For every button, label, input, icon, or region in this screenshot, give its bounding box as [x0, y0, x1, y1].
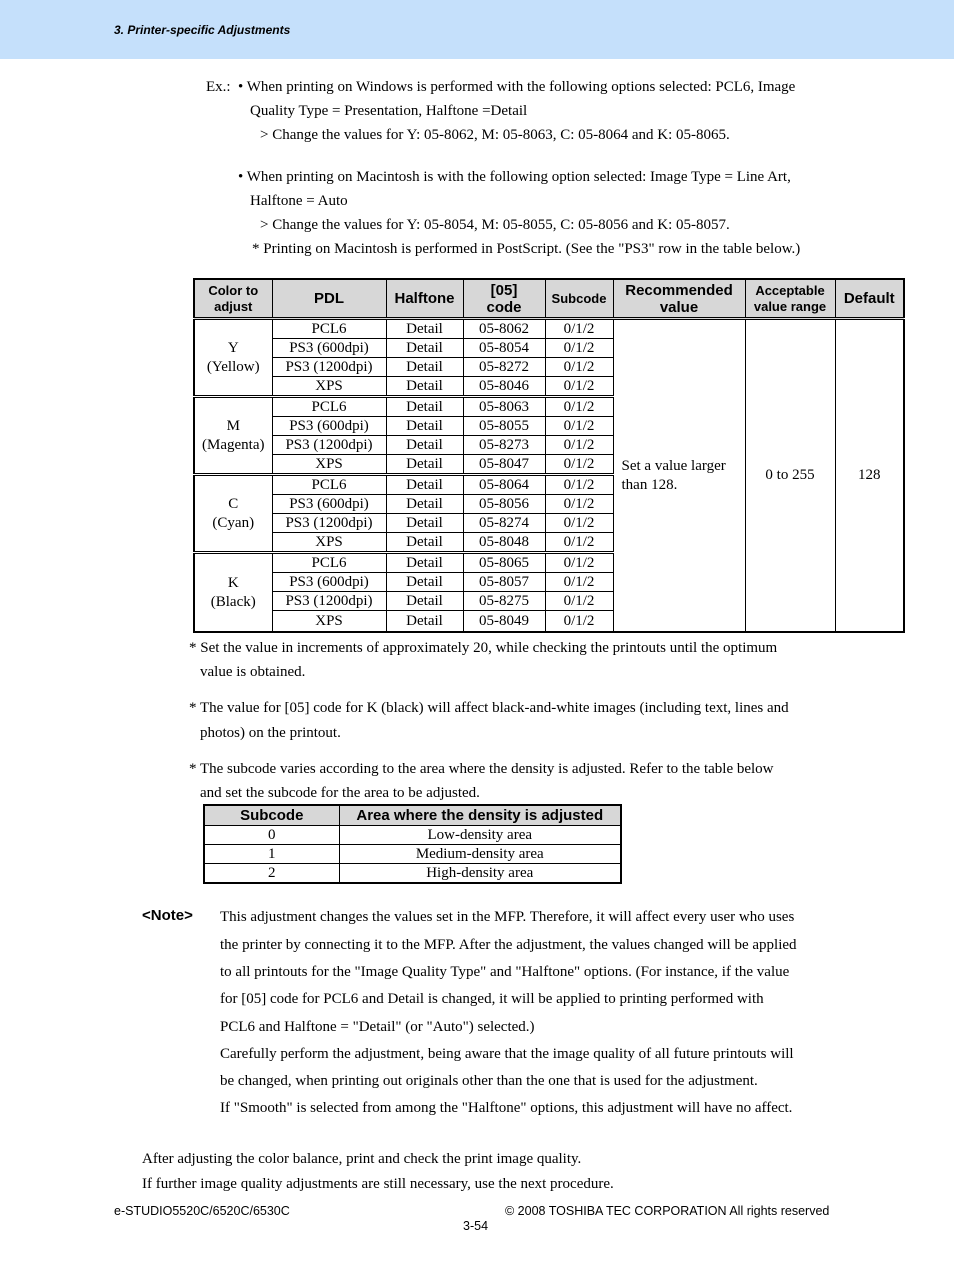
halftone-cell: Detail: [386, 592, 463, 611]
code-cell: 05-8065: [463, 553, 545, 573]
code-cell: 05-8048: [463, 533, 545, 553]
header-color: Color to adjust: [194, 279, 272, 319]
note-text-line: Carefully perform the adjustment, being aware that the image quality of all future printouts will: [220, 1046, 794, 1062]
halftone-cell: Detail: [386, 358, 463, 377]
halftone-cell: Detail: [386, 514, 463, 533]
header-pdl: PDL: [272, 279, 386, 319]
note-text-line: This adjustment changes the values set in the MFP. Therefore, it will affect every user who uses: [220, 909, 795, 925]
header-code: [05] code: [463, 279, 545, 319]
subcode-cell: 0/1/2: [545, 417, 613, 436]
header-range: Acceptable value range: [745, 279, 835, 319]
code-cell: 05-8275: [463, 592, 545, 611]
subcode-cell: 0/1/2: [545, 514, 613, 533]
header-recommended: Recommended value: [613, 279, 745, 319]
pdl-cell: PCL6: [272, 553, 386, 573]
code-cell: 05-8062: [463, 319, 545, 339]
example-1-line-1: • When printing on Windows is performed with the following options selected: PCL6, Image: [238, 79, 796, 95]
color-cell-cyan: C (Cyan): [194, 475, 272, 553]
halftone-cell: Detail: [386, 397, 463, 417]
halftone-cell: Detail: [386, 339, 463, 358]
pdl-cell: XPS: [272, 377, 386, 397]
closing-line-1: After adjusting the color balance, print and check the print image quality.: [142, 1151, 582, 1167]
code-cell: 05-8063: [463, 397, 545, 417]
note-1-line-2: value is obtained.: [200, 664, 306, 680]
note-text-line: to all printouts for the "Image Quality Type" and "Halftone" options. (For instance, if the value: [220, 964, 790, 980]
example-2-line-4: * Printing on Macintosh is performed in PostScript. (See the "PS3" row in the table below.): [252, 241, 801, 257]
code-cell: 05-8057: [463, 573, 545, 592]
subcode-cell: 0/1/2: [545, 339, 613, 358]
table-header-row: [194, 279, 904, 319]
pdl-cell: XPS: [272, 611, 386, 633]
code-cell: 05-8273: [463, 436, 545, 455]
color-cell-black: K (Black): [194, 553, 272, 633]
subcode-cell: 0/1/2: [545, 611, 613, 633]
code-cell: 05-8056: [463, 495, 545, 514]
note-text-line: the printer by connecting it to the MFP. After the adjustment, the values changed will be applied: [220, 937, 797, 953]
header-subcode: Subcode: [545, 279, 613, 319]
note-3-line-1: * The subcode varies according to the area where the density is adjusted. Refer to the table below: [189, 761, 774, 777]
code-cell: 05-8047: [463, 455, 545, 475]
code-cell: 05-8274: [463, 514, 545, 533]
default-cell: 128: [835, 319, 904, 633]
code-cell: 05-8046: [463, 377, 545, 397]
pdl-cell: PS3 (1200dpi): [272, 436, 386, 455]
code-cell: 05-8064: [463, 475, 545, 495]
footer-page-number: 3-54: [463, 1219, 489, 1233]
halftone-cell: Detail: [386, 455, 463, 475]
pdl-cell: PS3 (1200dpi): [272, 514, 386, 533]
halftone-cell: Detail: [386, 495, 463, 514]
pdl-cell: PS3 (600dpi): [272, 495, 386, 514]
color-cell-magenta: M (Magenta): [194, 397, 272, 475]
area-header: Area where the density is adjusted: [339, 805, 621, 826]
table-row: [204, 864, 621, 884]
note-label: <Note>: [142, 907, 193, 924]
example-2-line-2: Halftone = Auto: [250, 193, 348, 209]
code-cell: 05-8272: [463, 358, 545, 377]
pdl-cell: PS3 (600dpi): [272, 573, 386, 592]
note-text-line: be changed, when printing out originals other than the one that is used for the adjustment.: [220, 1073, 758, 1089]
example-1-line-3: > Change the values for Y: 05-8062, M: 05-8063, C: 05-8064 and K: 05-8065.: [260, 127, 730, 143]
example-2-line-1: • When printing on Macintosh is with the following option selected: Image Type = Line Art,: [238, 169, 791, 185]
example-1-line-2: Quality Type = Presentation, Halftone =Detail: [250, 103, 528, 119]
halftone-cell: Detail: [386, 417, 463, 436]
color-cell-yellow: Y (Yellow): [194, 319, 272, 397]
note-text-line: PCL6 and Halftone = "Detail" (or "Auto") selected.): [220, 1019, 535, 1035]
subcode-cell: 0/1/2: [545, 533, 613, 553]
code-cell: 05-8049: [463, 611, 545, 633]
area-value: High-density area: [339, 864, 621, 884]
pdl-cell: PCL6: [272, 475, 386, 495]
table-row: [204, 826, 621, 845]
adjustment-table: [193, 278, 905, 633]
subcode-header-row: [204, 805, 621, 826]
subcode-cell: 0/1/2: [545, 455, 613, 475]
subcode-value: 2: [204, 864, 339, 884]
halftone-cell: Detail: [386, 611, 463, 633]
footer-model: e-STUDIO5520C/6520C/6530C: [114, 1204, 290, 1218]
halftone-cell: Detail: [386, 377, 463, 397]
halftone-cell: Detail: [386, 475, 463, 495]
subcode-cell: 0/1/2: [545, 553, 613, 573]
halftone-cell: Detail: [386, 319, 463, 339]
halftone-cell: Detail: [386, 553, 463, 573]
note-1-line-1: * Set the value in increments of approximately 20, while checking the printouts until the optimum: [189, 640, 778, 656]
subcode-header: Subcode: [204, 805, 339, 826]
header-halftone: Halftone: [386, 279, 463, 319]
code-cell: 05-8055: [463, 417, 545, 436]
example-prefix: Ex.:: [206, 79, 231, 95]
table-row: [194, 319, 904, 339]
subcode-value: 0: [204, 826, 339, 845]
note-2-line-2: photos) on the printout.: [200, 725, 341, 741]
subcode-cell: 0/1/2: [545, 475, 613, 495]
halftone-cell: Detail: [386, 573, 463, 592]
halftone-cell: Detail: [386, 533, 463, 553]
subcode-cell: 0/1/2: [545, 319, 613, 339]
pdl-cell: PS3 (1200dpi): [272, 592, 386, 611]
subcode-value: 1: [204, 845, 339, 864]
subcode-cell: 0/1/2: [545, 358, 613, 377]
subcode-cell: 0/1/2: [545, 592, 613, 611]
table-row: [204, 845, 621, 864]
pdl-cell: PS3 (1200dpi): [272, 358, 386, 377]
subcode-cell: 0/1/2: [545, 495, 613, 514]
section-title: 3. Printer-specific Adjustments: [114, 23, 291, 37]
acceptable-range-cell: 0 to 255: [745, 319, 835, 633]
area-value: Medium-density area: [339, 845, 621, 864]
note-3-line-2: and set the subcode for the area to be adjusted.: [200, 785, 480, 801]
note-text-line: for [05] code for PCL6 and Detail is changed, it will be applied to printing performed with: [220, 991, 764, 1007]
example-2-line-3: > Change the values for Y: 05-8054, M: 05-8055, C: 05-8056 and K: 05-8057.: [260, 217, 730, 233]
footer-copyright: © 2008 TOSHIBA TEC CORPORATION All rights reserved: [505, 1204, 830, 1218]
header-band: [0, 0, 954, 59]
closing-line-2: If further image quality adjustments are still necessary, use the next procedure.: [142, 1176, 614, 1192]
pdl-cell: PS3 (600dpi): [272, 339, 386, 358]
note-text-line: If "Smooth" is selected from among the "Halftone" options, this adjustment will have no affect.: [220, 1100, 793, 1116]
pdl-cell: PCL6: [272, 397, 386, 417]
code-cell: 05-8054: [463, 339, 545, 358]
area-value: Low-density area: [339, 826, 621, 845]
recommended-value-cell: Set a value larger than 128.: [613, 319, 745, 633]
subcode-cell: 0/1/2: [545, 397, 613, 417]
pdl-cell: XPS: [272, 455, 386, 475]
pdl-cell: PS3 (600dpi): [272, 417, 386, 436]
halftone-cell: Detail: [386, 436, 463, 455]
subcode-cell: 0/1/2: [545, 573, 613, 592]
subcode-cell: 0/1/2: [545, 377, 613, 397]
subcode-table: [203, 804, 622, 884]
pdl-cell: PCL6: [272, 319, 386, 339]
header-default: Default: [835, 279, 904, 319]
note-2-line-1: * The value for [05] code for K (black) will affect black-and-white images (including text, lines and: [189, 700, 789, 716]
pdl-cell: XPS: [272, 533, 386, 553]
subcode-cell: 0/1/2: [545, 436, 613, 455]
